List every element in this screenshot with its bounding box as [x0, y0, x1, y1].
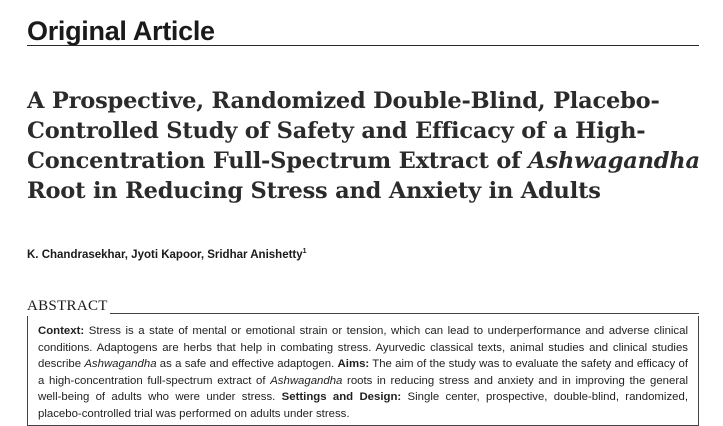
aims-label: Aims:	[337, 358, 370, 370]
aims-text-1: The aim of the study was to evaluate the safety and efficacy of a high-concentration full-spectrum extract of	[38, 358, 688, 387]
author-names: K. Chandrasekhar, Jyoti Kapoor, Sridhar Anishetty	[27, 249, 303, 261]
abstract-heading: ABSTRACT	[27, 298, 108, 314]
abstract-box	[27, 316, 699, 426]
header-rule	[27, 45, 699, 46]
abstract-text	[38, 323, 688, 422]
article-title	[27, 86, 717, 206]
context-text-1: Stress is a state of mental or emotional strain or tension, which can lead to underperformance and adverse clinical conditions. Adaptogens are herbs that help in combating stress. Ayurvedic classical texts, animal studies and clinical studies describe	[38, 325, 688, 370]
title-italic: Ashwagandha	[528, 148, 700, 174]
aims-italic: Ashwagandha	[270, 374, 343, 387]
settings-text: Single center, prospective, double-blind, randomized, placebo-controlled trial was performed on adults under stress.	[38, 391, 688, 420]
title-part-2: Root in Reducing Stress and Anxiety in Adults	[27, 178, 601, 204]
context-text-2: as a safe and effective adaptogen.	[156, 358, 338, 370]
author-list	[27, 249, 307, 261]
context-label: Context:	[38, 325, 85, 337]
context-italic: Ashwagandha	[84, 358, 157, 370]
title-part-1: A Prospective, Randomized Double-Blind, Placebo-Controlled Study of Safety and Efficacy of a High-Concentration Full-Spectrum Extract of	[27, 88, 660, 174]
settings-label: Settings and Design:	[281, 391, 402, 403]
abstract-rule	[110, 313, 699, 314]
affiliation-mark: 1	[302, 248, 307, 255]
article-type-label: Original Article	[27, 16, 215, 46]
aims-text-2: roots in reducing stress and anxiety and in improving the general well-being of adults who were under stress.	[38, 374, 688, 403]
